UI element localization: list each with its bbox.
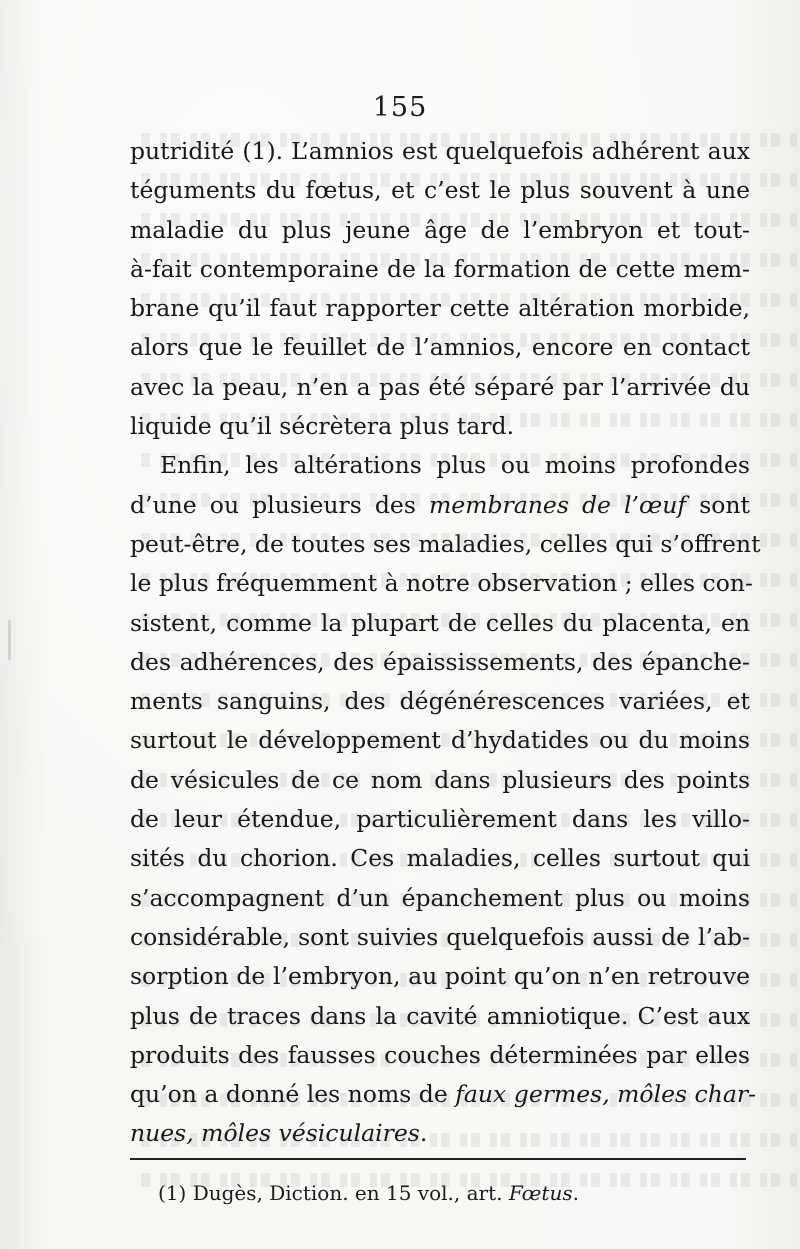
text-line bbox=[130, 643, 750, 682]
text-line bbox=[130, 446, 750, 485]
text-line bbox=[130, 604, 750, 643]
text-segment: sistent, comme la plupart de celles du placenta, en bbox=[130, 608, 750, 637]
text-segment: le plus fréquemment à notre observation ; elles con- bbox=[130, 569, 753, 598]
text-line bbox=[130, 211, 750, 250]
text-line bbox=[130, 839, 750, 878]
text-line bbox=[130, 1036, 750, 1075]
text-segment: considérable, sont suivies quelquefois aussi de l’ab- bbox=[130, 922, 750, 951]
text-line bbox=[130, 721, 750, 760]
text-segment: liquide qu’il sécrètera plus tard. bbox=[130, 412, 515, 441]
text-line bbox=[130, 328, 750, 367]
body-text bbox=[130, 132, 761, 1154]
text-segment: plus de traces dans la cavité amniotique. C’est aux bbox=[130, 1001, 750, 1030]
text-segment: d’une ou plusieurs des bbox=[130, 490, 430, 519]
page-edge-mark bbox=[8, 620, 11, 660]
text-segment: de leur étendue, particulièrement dans les villo- bbox=[130, 805, 750, 834]
text-line bbox=[130, 918, 750, 957]
italic-text: membranes de l’œuf bbox=[429, 490, 687, 519]
text-segment: (1) Dugès, Diction. en 15 vol., art. bbox=[158, 1181, 509, 1205]
text-line bbox=[130, 1075, 757, 1114]
text-line bbox=[130, 250, 750, 289]
text-segment: ments sanguins, des dégénérescences variées, et bbox=[130, 687, 750, 716]
text-line bbox=[130, 132, 750, 171]
footnote-rule bbox=[130, 1158, 746, 1160]
text-segment: . bbox=[572, 1181, 579, 1205]
text-segment: des adhérences, des épaississements, des épanche- bbox=[130, 647, 750, 676]
text-segment: de vésicules de ce nom dans plusieurs des points bbox=[130, 765, 750, 794]
text-segment: peut-être, de toutes ses maladies, celles qui s’offrent bbox=[130, 529, 761, 558]
text-line bbox=[130, 761, 750, 800]
text-segment: maladie du plus jeune âge de l’embryon et tout- bbox=[130, 215, 750, 244]
page-number: 155 bbox=[372, 92, 428, 123]
text-line bbox=[130, 525, 761, 564]
italic-text: nues, môles vésiculaires bbox=[130, 1119, 420, 1148]
italic-text: Fœtus bbox=[508, 1181, 573, 1205]
text-line bbox=[130, 879, 750, 918]
text-segment: qu’on a donné les noms de bbox=[130, 1080, 456, 1109]
text-line bbox=[130, 800, 750, 839]
text-segment: alors que le feuillet de l’amnios, encore en contact bbox=[130, 333, 750, 362]
text-line bbox=[130, 682, 750, 721]
text-segment: produits des fausses couches déterminées par elles bbox=[130, 1040, 750, 1069]
text-line bbox=[130, 997, 750, 1036]
text-line bbox=[130, 957, 750, 996]
text-line bbox=[130, 564, 753, 603]
text-segment: téguments du fœtus, et c’est le plus souvent à une bbox=[130, 176, 750, 205]
footnote bbox=[158, 1181, 579, 1205]
text-line bbox=[130, 368, 750, 407]
italic-text: faux germes, môles char- bbox=[455, 1080, 757, 1109]
text-segment: à-fait contemporaine de la formation de cette mem- bbox=[130, 254, 750, 283]
text-segment: sont bbox=[686, 490, 750, 519]
text-line bbox=[130, 289, 750, 328]
text-segment: . bbox=[419, 1119, 428, 1148]
text-segment: sités du chorion. Ces maladies, celles surtout qui bbox=[130, 844, 750, 873]
text-line bbox=[130, 407, 750, 446]
text-segment: putridité (1). L’amnios est quelquefois adhérent aux bbox=[130, 137, 750, 165]
text-segment: Enfin, les altérations plus ou moins profondes bbox=[160, 451, 750, 480]
text-line bbox=[130, 1114, 750, 1153]
text-segment: surtout le développement d’hydatides ou du moins bbox=[130, 726, 750, 755]
text-line bbox=[130, 486, 750, 525]
text-segment: sorption de l’embryon, au point qu’on n’en retrouve bbox=[130, 962, 750, 991]
text-segment: s’accompagnent d’un épanchement plus ou moins bbox=[130, 883, 750, 912]
text-segment: avec la peau, n’en a pas été séparé par l’arrivée du bbox=[130, 372, 750, 401]
text-line bbox=[130, 171, 750, 210]
text-segment: brane qu’il faut rapporter cette altération morbide, bbox=[130, 294, 750, 323]
